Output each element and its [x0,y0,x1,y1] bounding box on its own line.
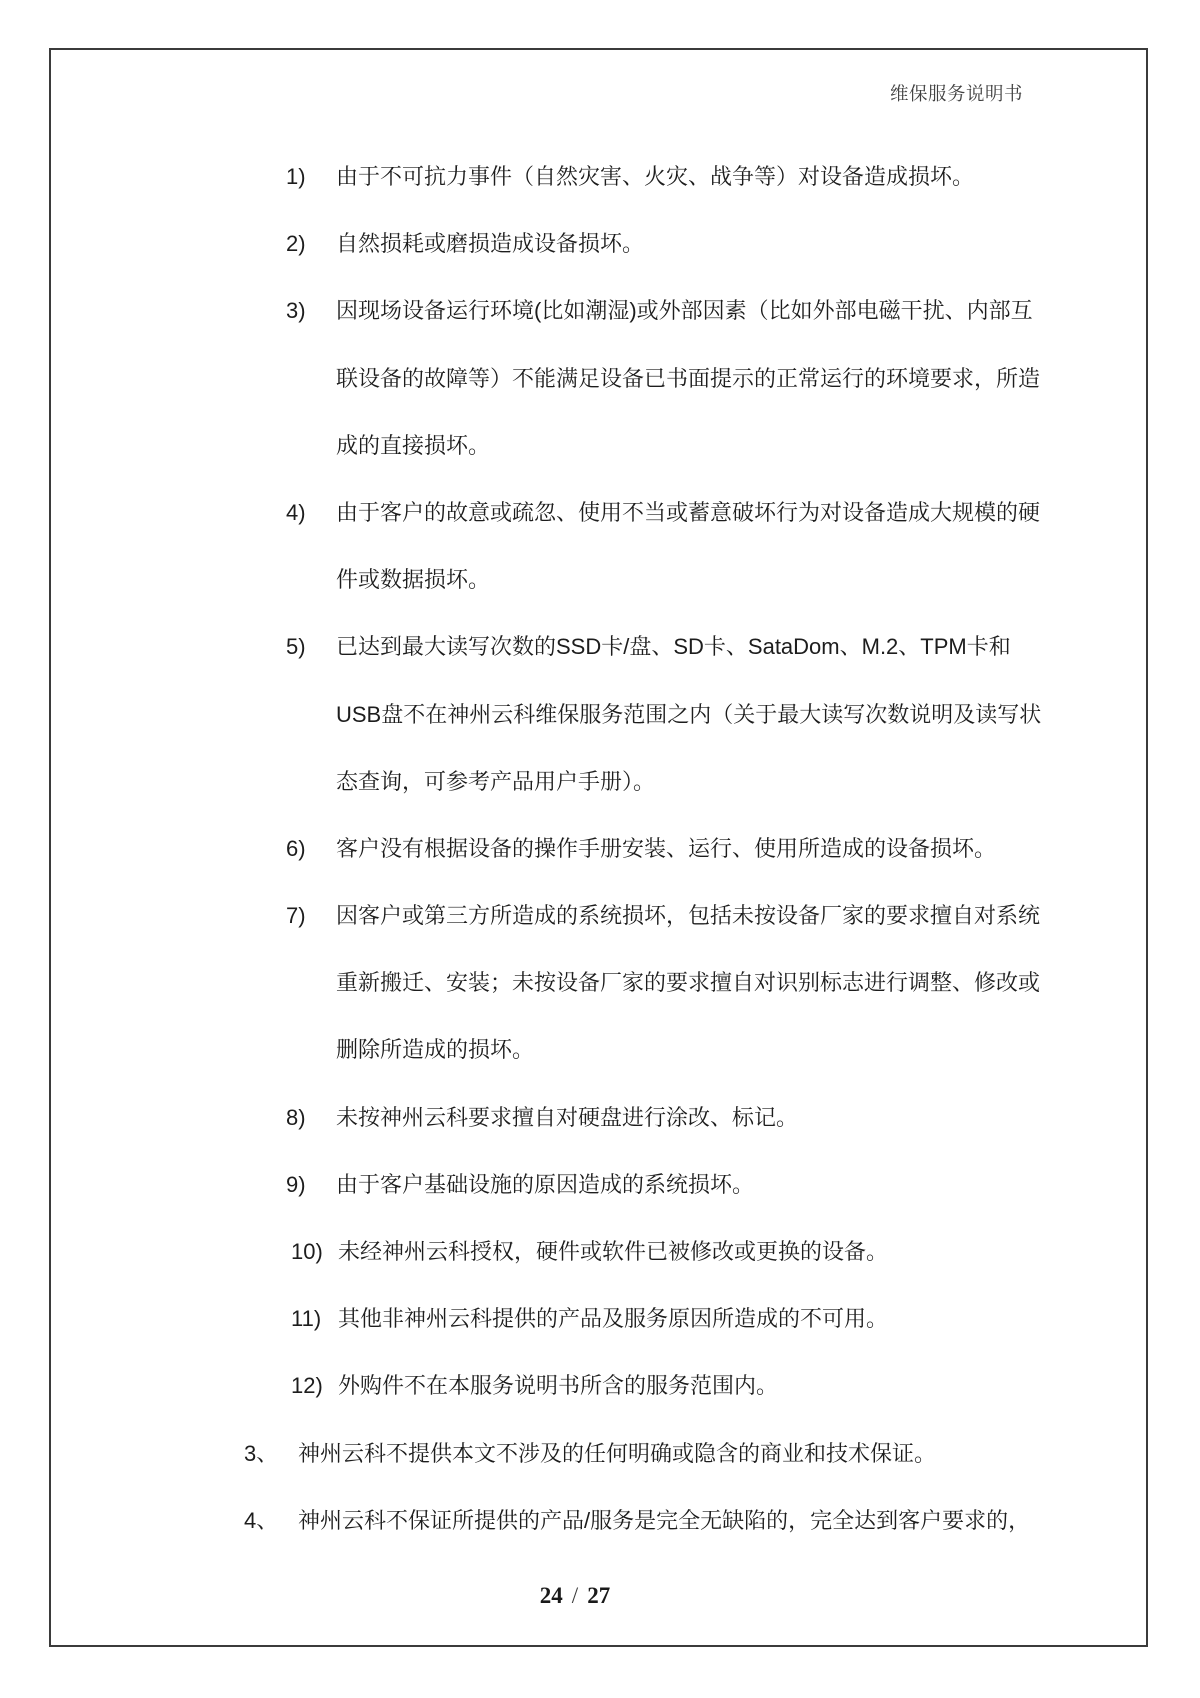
list-item-line: 外购件不在本服务说明书所含的服务范围内。 [338,1373,779,1399]
list-item-number: 1) [286,164,306,189]
footer-total-pages: 27 [587,1583,611,1608]
list-item [0,1285,1200,1352]
list-item-line: 客户没有根据设备的操作手册安装、运行、使用所造成的设备损坏。 [336,835,997,861]
list-item-line: 神州云科不提供本文不涉及的任何明确或隐含的商业和技术保证。 [298,1440,937,1466]
list-item [0,1420,1200,1487]
list-item-line: 成的直接损坏。 [336,432,491,458]
list-item-lines [336,882,1200,1084]
list-item-line: 未按神州云科要求擅自对硬盘进行涂改、标记。 [336,1104,799,1130]
page-header-title: 维保服务说明书 [889,85,1023,105]
list-item-number: 8) [286,1104,306,1130]
footer-current-page: 24 [539,1583,563,1608]
list-item-number: 4) [286,499,306,525]
list-item-number: 11) [291,1306,322,1332]
list-item-line: 联设备的故障等）不能满足设备已书面提示的正常运行的环境要求，所造 [336,365,1041,391]
list-item [0,479,1200,613]
list-item-line: 因现场设备运行环境(比如潮湿)或外部因素（比如外部电磁干扰、内部互 [336,298,1033,324]
list-item [0,1084,1200,1151]
list-item-lines [336,1151,1200,1218]
list-item-line: 由于不可抗力事件（自然灾害、火灾、战争等）对设备造成损坏。 [336,164,975,189]
list-item-lines [336,815,1200,882]
list-item-line: 神州云科不保证所提供的产品/服务是完全无缺陷的，完全达到客户要求的， [298,1507,1031,1533]
list-item-line: 已达到最大读写次数的SSD卡/盘、SD卡、SataDom、M.2、TPM卡和 [336,634,1011,660]
list-item [0,1151,1200,1218]
list-item [0,143,1200,210]
list-item-line: 重新搬迁、安装；未按设备厂家的要求擅自对识别标志进行调整、修改或 [336,970,1041,996]
list-item-lines [338,1285,1200,1352]
list-item-lines [338,1352,1200,1419]
list-item-line: 态查询，可参考产品用户手册）。 [336,768,656,794]
list-item-number: 5) [286,634,306,660]
list-item-number: 4、 [244,1507,279,1533]
list-item-line: 删除所造成的损坏。 [336,1037,535,1063]
list-item-lines [336,143,1200,210]
list-item-lines [336,479,1200,613]
list-item-lines [298,1420,1200,1487]
list-item-lines [336,613,1200,815]
list-item-lines [338,1218,1200,1285]
list-item [0,210,1200,277]
list-item-line: USB盘不在神州云科维保服务范围之内（关于最大读写次数说明及读写状 [336,701,1042,727]
list-item-number: 9) [286,1171,306,1197]
list-item-line: 由于客户基础设施的原因造成的系统损坏。 [336,1171,755,1197]
list-item [0,613,1200,815]
list-item-line: 因客户或第三方所造成的系统损坏，包括未按设备厂家的要求擅自对系统 [336,903,1041,929]
footer-page-separator: / [571,1583,579,1608]
list-item-number: 3、 [244,1440,279,1466]
page-footer [0,1581,1150,1611]
list-item-number: 12) [291,1373,323,1399]
list-item-lines [336,210,1200,277]
list-item [0,1218,1200,1285]
list-item [0,1487,1200,1554]
list-item-number: 6) [286,835,306,861]
list-item [0,815,1200,882]
list-item-number: 7) [286,903,306,929]
list-item [0,1352,1200,1419]
exclusion-list [0,143,1200,1554]
list-item-lines [298,1487,1200,1554]
list-item-number: 10) [291,1239,323,1264]
list-item-line: 自然损耗或磨损造成设备损坏。 [336,231,645,257]
list-item-line: 未经神州云科授权，硬件或软件已被修改或更换的设备。 [338,1239,889,1264]
list-item [0,277,1200,479]
list-item-number: 2) [286,231,306,257]
list-item [0,882,1200,1084]
list-item-line: 件或数据损坏。 [336,567,491,593]
list-item-lines [336,277,1200,479]
list-item-line: 其他非神州云科提供的产品及服务原因所造成的不可用。 [338,1306,889,1332]
list-item-lines [336,1084,1200,1151]
list-item-number: 3) [286,298,306,324]
list-item-line: 由于客户的故意或疏忽、使用不当或蓄意破坏行为对设备造成大规模的硬 [336,499,1041,525]
